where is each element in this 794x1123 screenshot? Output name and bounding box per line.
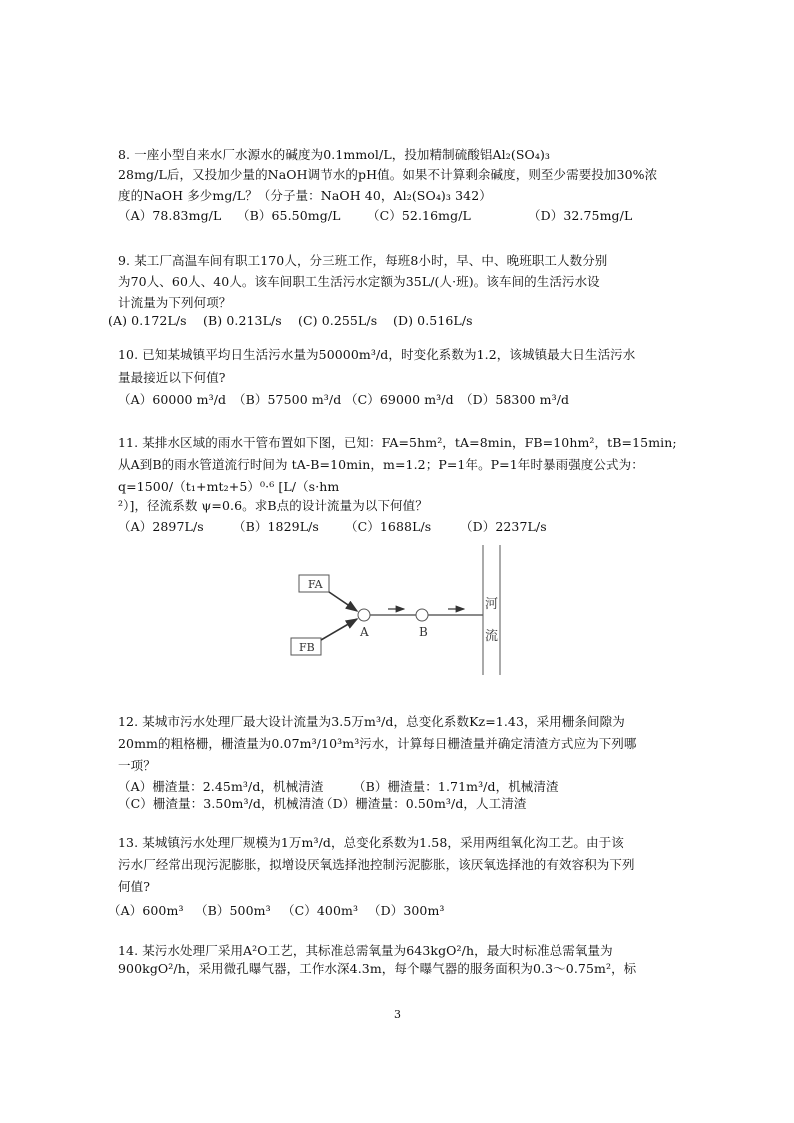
q9-option-d: (D) 0.516L/s bbox=[393, 313, 473, 328]
q11-option-d: （D）2237L/s bbox=[460, 519, 547, 534]
q11-line-2: 从A到B的雨水管道流行时间为 tA-B=10min，m=1.2；P=1年。P=1年时暴雨强度公式为： bbox=[118, 457, 644, 472]
q8-line-1: 8. 一座小型自来水厂水源水的碱度为0.1mmol/L，投加精制硫酸铝Al₂(SO₄)₃ bbox=[118, 147, 551, 162]
node-b bbox=[416, 609, 428, 621]
q8-option-a: （A）78.83mg/L bbox=[118, 208, 222, 223]
q10-option-b: （B）57500 m³/d bbox=[233, 392, 342, 407]
q12-option-b: （B）栅渣量：1.71m³/d，机械清渣 bbox=[353, 779, 559, 794]
q9-option-a: (A) 0.172L/s bbox=[108, 313, 187, 328]
area-box-a-label: FA bbox=[308, 578, 323, 591]
pipe-fb-to-a bbox=[321, 619, 357, 640]
q12-option-a: （A）栅渣量：2.45m³/d，机械清渣 bbox=[118, 779, 324, 794]
q12-line-1: 12. 某城市污水处理厂最大设计流量为3.5万m³/d，总变化系数Kz=1.43，采用栅条间隙为 bbox=[118, 714, 625, 729]
q10-option-a: （A）60000 m³/d bbox=[118, 392, 227, 407]
q10-option-c: （C）69000 m³/d bbox=[345, 392, 454, 407]
q11-option-a: （A）2897L/s bbox=[118, 519, 204, 534]
q9-line-1: 9. 某工厂高温车间有职工170人，分三班工作，每班8小时，早、中、晚班职工人数分别 bbox=[118, 253, 608, 268]
q13-line-3: 何值? bbox=[118, 879, 151, 894]
q11-line-4: ²）]，径流系数 ψ=0.6。求B点的设计流量为以下何值？ bbox=[118, 498, 428, 513]
river-label-1: 河 bbox=[485, 597, 499, 612]
q11-line-1: 11. 某排水区域的雨水干管布置如下图，已知：FA=5hm²，tA=8min，FB=10hm²，tB=15min; bbox=[118, 435, 677, 450]
q11-option-b: （B）1829L/s bbox=[233, 519, 319, 534]
q12-option-d: （D）栅渣量：0.50m³/d，人工清渣 bbox=[320, 796, 527, 811]
node-a-label: A bbox=[360, 625, 369, 639]
q14-line-1: 14. 某污水处理厂采用A²O工艺，其标准总需氧量为643kgO²/h，最大时标准总需氧量为 bbox=[118, 943, 613, 958]
q8-line-2: 28mg/L后，又投加少量的NaOH调节水的pH值。如果不计算剩余碱度，则至少需要投加30%浓 bbox=[118, 167, 658, 182]
q11-option-c: （C）1688L/s bbox=[345, 519, 432, 534]
drainage-diagram bbox=[280, 540, 520, 680]
pipe-fa-to-a bbox=[329, 592, 357, 611]
q10-line-2: 量最接近以下何值? bbox=[118, 370, 226, 385]
q10-line-1: 10. 已知某城镇平均日生活污水量为50000m³/d，时变化系数为1.2，该城镇最大日生活污水 bbox=[118, 347, 636, 362]
q9-line-3: 计流量为下列何项？ bbox=[118, 295, 232, 310]
q13-option-d: （D）300m³ bbox=[368, 903, 445, 918]
q14-line-2: 900kgO²/h，采用微孔曝气器，工作水深4.3m，每个曝气器的服务面积为0.3～0.75m²，标 bbox=[118, 961, 637, 976]
q9-option-b: (B) 0.213L/s bbox=[203, 313, 282, 328]
node-b-label: B bbox=[419, 625, 428, 639]
page-number: 3 bbox=[394, 1008, 401, 1021]
area-box-b-label: FB bbox=[299, 641, 315, 654]
q8-option-b: （B）65.50mg/L bbox=[237, 208, 341, 223]
q8-option-c: （C）52.16mg/L bbox=[367, 208, 471, 223]
q12-option-c: （C）栅渣量：3.50m³/d，机械清渣 bbox=[118, 796, 324, 811]
q10-option-d: （D）58300 m³/d bbox=[460, 392, 570, 407]
q13-option-b: （B）500m³ bbox=[195, 903, 271, 918]
node-a bbox=[358, 609, 370, 621]
q8-line-3: 度的NaOH 多少mg/L？（分子量：NaOH 40，Al₂(SO₄)₃ 342） bbox=[118, 188, 492, 203]
q13-line-2: 污水厂经常出现污泥膨胀，拟增设厌氧选择池控制污泥膨胀，该厌氧选择池的有效容积为下列 bbox=[118, 857, 635, 872]
q13-line-1: 13. 某城镇污水处理厂规模为1万m³/d，总变化系数为1.58，采用两组氧化沟工艺。由于该 bbox=[118, 835, 624, 850]
q13-option-a: （A）600m³ bbox=[108, 903, 184, 918]
q11-line-3: q=1500/（t₁+mt₂+5）⁰·⁶ [L/（s·hm bbox=[118, 479, 340, 494]
river-label-2: 流 bbox=[485, 629, 499, 644]
q9-line-2: 为70人、60人、40人。该车间职工生活污水定额为35L/(人·班)。该车间的生活污水设 bbox=[118, 274, 600, 289]
q13-option-c: （C）400m³ bbox=[282, 903, 359, 918]
q9-option-c: (C) 0.255L/s bbox=[298, 313, 378, 328]
q12-line-2: 20mm的粗格栅，栅渣量为0.07m³/10³m³污水，计算每日栅渣量并确定清渣方式应为下列哪 bbox=[118, 736, 637, 751]
q12-line-3: 一项？ bbox=[118, 758, 156, 773]
q8-option-d: （D）32.75mg/L bbox=[528, 208, 633, 223]
